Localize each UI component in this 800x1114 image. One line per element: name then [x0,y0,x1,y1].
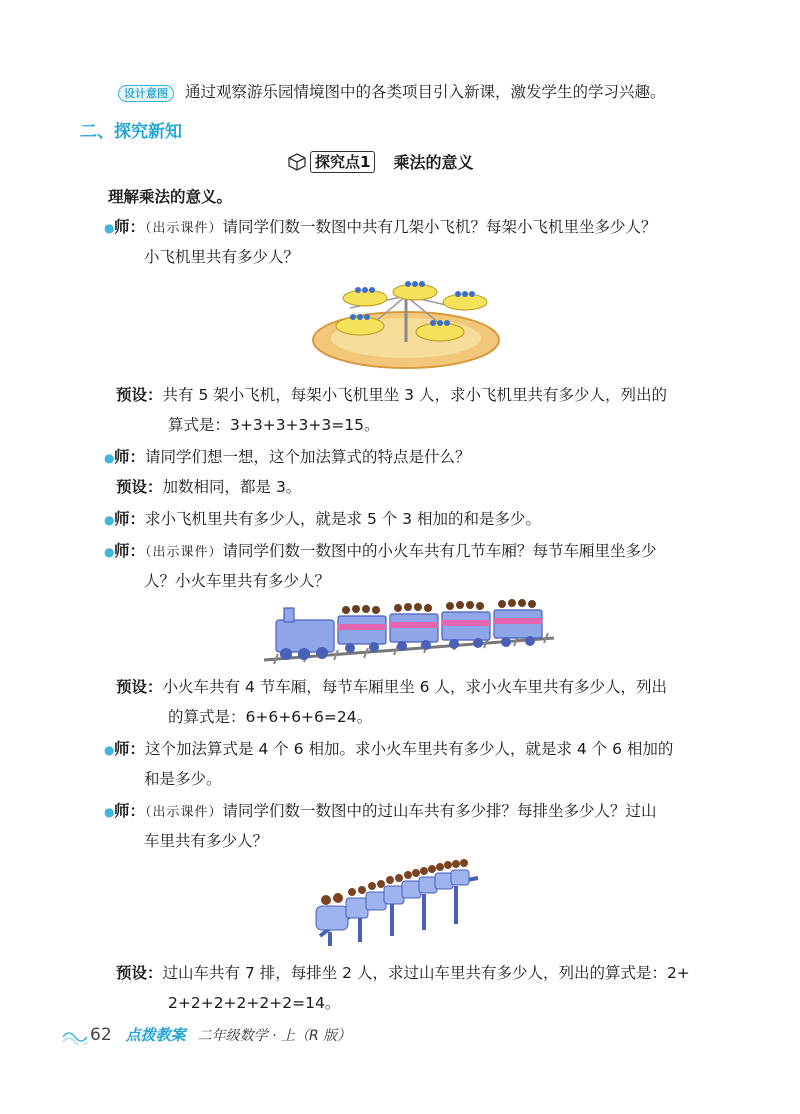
preset-line-3 [116,676,667,698]
teacher-line-6 [104,800,657,824]
design-intent-text: 通过观察游乐园情境图中的各类项目引入新课，激发学生的学习兴趣。 [184,83,666,101]
preset-line-2 [116,476,301,498]
bullet-dot-icon: ● [104,743,115,757]
footer-brand: 点拨教案 [125,1026,186,1044]
roller-coaster-illustration [310,856,480,948]
courseware-tag: （出示课件） [145,545,223,560]
teacher-label: 师： [114,510,146,528]
paragraph-text: 这个加法算式是 4 个 6 相加。求小火车里共有多少人，就是求 4 个 6 相加的 [145,740,674,758]
section-title: 二、探究新知 [80,122,182,142]
teacher-line-5 [104,738,673,761]
explore-label: 探究点1 [310,151,375,173]
preset-line-4 [116,962,690,984]
paragraph-text: 人？小火车里共有多少人？ [144,572,331,590]
paragraph-text: 和是多少。 [144,770,222,788]
sub-heading: 理解乘法的意义。 [108,188,233,206]
preset-label: 预设： [116,964,163,982]
page-footer [62,1024,351,1045]
paragraph-text: 算式是：3+3+3+3+3=15。 [168,416,380,434]
teacher-line-3 [104,508,541,531]
design-intent [118,81,665,103]
teacher-label: 师： [114,740,146,758]
teacher-label: 师： [114,218,146,236]
paragraph-text: 共有 5 架小飞机，每架小飞机里坐 3 人，求小飞机里共有多少人，列出的 [162,386,667,404]
teacher-line-1 [104,216,657,240]
preset-label: 预设： [116,386,163,404]
paragraph-text: 车里共有多少人？ [144,832,269,850]
paragraph-text: 的算式是：6+6+6+6=24。 [168,708,373,726]
paragraph-text: 求小飞机里共有多少人，就是求 5 个 3 相加的和是多少。 [145,510,541,528]
teacher-label: 师： [114,802,146,820]
paragraph-text: 请同学们数一数图中的小火车共有几节车厢？每节车厢里坐多少 [222,542,657,560]
design-intent-badge: 设计意图 [118,85,174,102]
bullet-dot-icon: ● [104,545,115,559]
teacher-line-2 [104,446,471,469]
footer-subtitle: 二年级数学 · 上（R 版） [197,1027,352,1044]
courseware-tag: （出示课件） [145,221,223,236]
courseware-tag: （出示课件） [145,805,223,820]
preset-line-1 [116,384,667,406]
airplane-carousel-illustration [310,278,502,370]
paragraph-text: 过山车共有 7 排，每排坐 2 人，求过山车里共有多少人，列出的算式是：2+ [162,964,690,982]
paragraph-text: 小火车共有 4 节车厢，每节车厢里坐 6 人，求小火车里共有多少人，列出 [162,678,667,696]
bullet-dot-icon: ● [104,451,115,465]
page-number: 62 [90,1024,112,1045]
cube-icon [287,153,307,171]
teacher-label: 师： [114,542,146,560]
explore-heading [287,150,473,173]
bullet-dot-icon: ● [104,805,115,819]
bullet-dot-icon: ● [104,221,115,235]
paragraph-text: 请同学们数一数图中的过山车共有多少排？每排坐多少人？过山 [222,802,657,820]
paragraph-text: 2+2+2+2+2+2=14。 [168,994,341,1012]
explore-title: 乘法的意义 [393,153,474,172]
paragraph-text: 请同学们想一想，这个加法算式的特点是什么？ [145,448,471,466]
teacher-line-4 [104,540,657,564]
train-illustration [264,598,554,668]
preset-label: 预设： [116,478,163,496]
paragraph-text: 小飞机里共有多少人？ [144,248,300,266]
wave-icon [62,1025,88,1045]
teacher-label: 师： [114,448,146,466]
paragraph-text: 请同学们数一数图中共有几架小飞机？每架小飞机里坐多少人？ [222,218,657,236]
paragraph-text: 加数相同，都是 3。 [162,478,302,496]
bullet-dot-icon: ● [104,513,115,527]
preset-label: 预设： [116,678,163,696]
